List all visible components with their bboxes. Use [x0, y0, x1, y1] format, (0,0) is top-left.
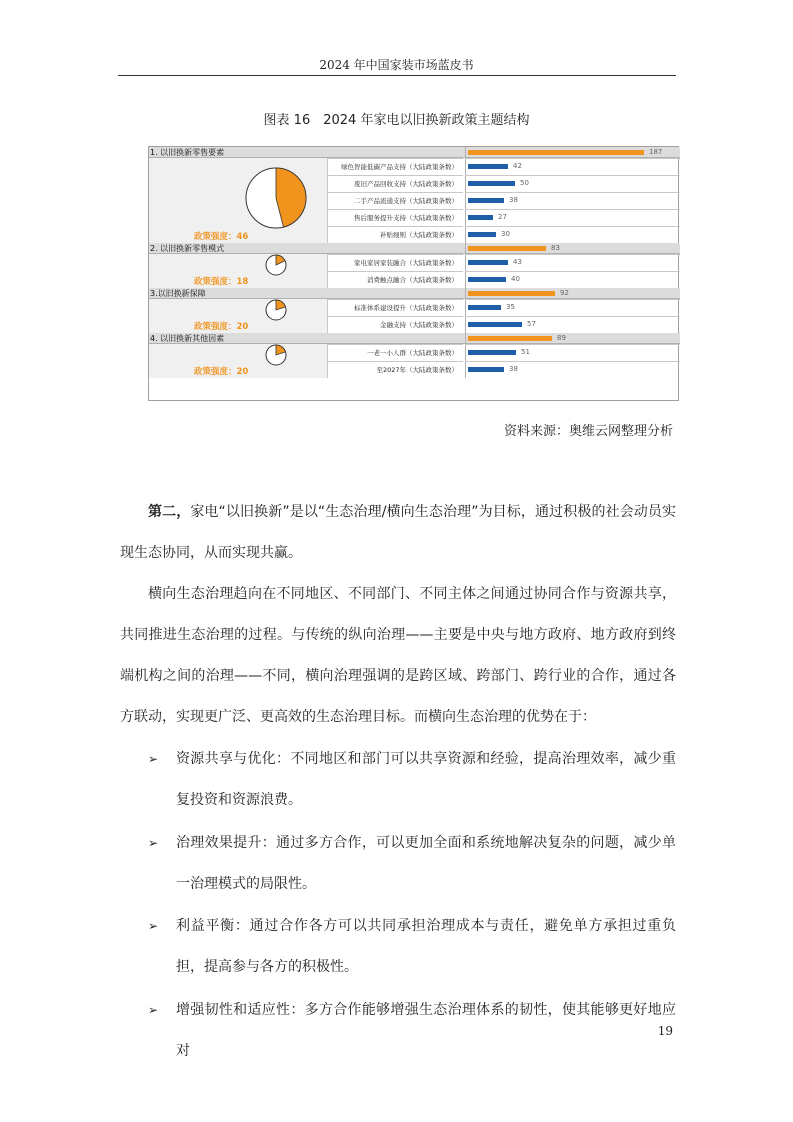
- grid-line: [465, 254, 680, 255]
- item-value-label: 40: [511, 275, 520, 283]
- bullet-text: 治理效果提升：通过多方合作，可以更加全面和系统地解决复杂的问题，减少单一治理模式的局限性。: [176, 835, 676, 892]
- paragraph-text: 家电“以旧换新”是以“生态治理/横向生态治理”为目标，通过积极的社会动员实现生态协同，从而实现共赢。: [120, 504, 676, 561]
- group-title: 3.以旧换新保障: [150, 289, 206, 298]
- item-label: 补贴细则（大陆政策条数）: [327, 226, 463, 243]
- grid-line: [465, 361, 680, 362]
- item-value-bar: [468, 350, 516, 355]
- bullet-arrow-icon: ➢: [148, 752, 159, 766]
- grid-line: [465, 209, 680, 210]
- group-title: 2. 以旧换新零售模式: [150, 244, 225, 253]
- item-value-label: 35: [506, 303, 515, 311]
- item-label: 家电家居家装融合（大陆政策条数）: [327, 254, 463, 271]
- item-value-bar: [468, 277, 506, 282]
- item-label: 绿色智能低碳产品支持（大陆政策条数）: [327, 158, 463, 175]
- bullet-arrow-icon: ➢: [148, 919, 159, 933]
- item-value-bar: [468, 164, 508, 169]
- intensity-pie-chart: [244, 166, 308, 230]
- item-value-label: 30: [501, 230, 510, 238]
- item-value-bar: [468, 215, 493, 220]
- policy-intensity-label: 政策强度：20: [194, 367, 249, 377]
- item-value-bar: [468, 232, 496, 237]
- item-value-label: 38: [509, 365, 518, 373]
- item-value-label: 27: [498, 213, 507, 221]
- bullet-text: 增强韧性和适应性：多方合作能够增强生态治理体系的韧性，使其能够更好地应对: [176, 1002, 676, 1059]
- bullet-text: 利益平衡：通过合作各方可以共同承担治理成本与责任，避免单方承担过重负担，提高参与各方的积极性。: [176, 918, 676, 975]
- item-label: 售后服务提升支持（大陆政策条数）: [327, 209, 463, 226]
- policy-intensity-label: 政策强度：20: [194, 322, 249, 332]
- bullet-text: 资源共享与优化：不同地区和部门可以共享资源和经验，提高治理效率，减少重复投资和资源浪费。: [176, 751, 676, 808]
- group-value-label: 83: [551, 244, 560, 252]
- item-value-label: 57: [527, 320, 536, 328]
- page-number: 19: [657, 1024, 673, 1038]
- grid-line: [465, 333, 466, 344]
- grid-line: [465, 226, 680, 227]
- item-value-bar: [468, 367, 504, 372]
- item-label: 标准体系建设提升（大陆政策条数）: [327, 299, 463, 316]
- group-title: 4. 以旧换新其他因素: [150, 334, 225, 343]
- paragraph-second-point: [120, 492, 676, 574]
- item-label: 金融支持（大陆政策条数）: [327, 316, 463, 333]
- group-value-bar: [468, 291, 555, 296]
- grid-line: [465, 147, 466, 158]
- group-value-bar: [468, 336, 552, 341]
- item-value-label: 38: [509, 196, 518, 204]
- grid-line: [465, 158, 466, 243]
- item-value-bar: [468, 181, 515, 186]
- grid-line: [465, 271, 680, 272]
- intensity-pie-chart: [264, 253, 288, 277]
- paragraph-horizontal-governance: 横向生态治理趋向在不同地区、不同部门、不同主体之间通过协同合作与资源共享，共同推进生态治理的过程。与传统的纵向治理——主要是中央与地方政府、地方政府到终端机构之间的治理——不同，横向治理强调的是跨区域、跨部门、跨行业的合作，通过各方联动，实现更广泛、更高效的生态治理目标。而横向生态治理的优势在于：: [120, 586, 676, 725]
- item-value-bar: [468, 260, 508, 265]
- group-value-label: 92: [560, 289, 569, 297]
- group-value-label: 89: [557, 334, 566, 342]
- group-value-bar: [468, 150, 644, 155]
- policy-intensity-label: 政策强度：18: [194, 277, 249, 287]
- grid-line: [465, 175, 680, 176]
- item-value-bar: [468, 198, 504, 203]
- item-label: 废旧产品回收支持（大陆政策条数）: [327, 175, 463, 192]
- item-value-bar: [468, 305, 501, 310]
- item-label: 一老一小人群（大陆政策条数）: [327, 344, 463, 361]
- figure-caption: 图表 16 2024 年家电以旧换新政策主题结构: [263, 113, 530, 128]
- item-value-label: 42: [513, 162, 522, 170]
- item-label: 二手产品流通支持（大陆政策条数）: [327, 192, 463, 209]
- item-value-label: 43: [513, 258, 522, 266]
- bullet-arrow-icon: ➢: [148, 1003, 159, 1017]
- grid-line: [465, 288, 466, 299]
- policy-chart: [148, 146, 679, 401]
- grid-line: [465, 243, 466, 254]
- item-value-label: 50: [520, 179, 529, 187]
- item-value-label: 51: [521, 348, 530, 356]
- bullet-arrow-icon: ➢: [148, 836, 159, 850]
- intensity-pie-chart: [264, 343, 288, 367]
- running-header: 2024 年中国家装市场蓝皮书: [319, 58, 474, 72]
- intensity-pie-chart: [264, 298, 288, 322]
- item-value-bar: [468, 322, 522, 327]
- grid-line: [465, 192, 680, 193]
- policy-intensity-label: 政策强度：46: [194, 232, 249, 242]
- figure-source: 资料来源：奥维云网整理分析: [503, 424, 673, 439]
- item-label: 消费触点融合（大陆政策条数）: [327, 271, 463, 288]
- grid-line: [465, 299, 680, 300]
- paragraph-lead: 第二，: [148, 504, 191, 520]
- item-label: 至2027年（大陆政策条数）: [327, 361, 463, 378]
- group-value-label: 187: [649, 148, 663, 156]
- group-value-bar: [468, 246, 546, 251]
- grid-line: [465, 316, 680, 317]
- grid-line: [465, 158, 680, 159]
- grid-line: [465, 344, 680, 345]
- header-rule: [118, 75, 676, 76]
- group-title: 1. 以旧换新零售要素: [150, 148, 225, 157]
